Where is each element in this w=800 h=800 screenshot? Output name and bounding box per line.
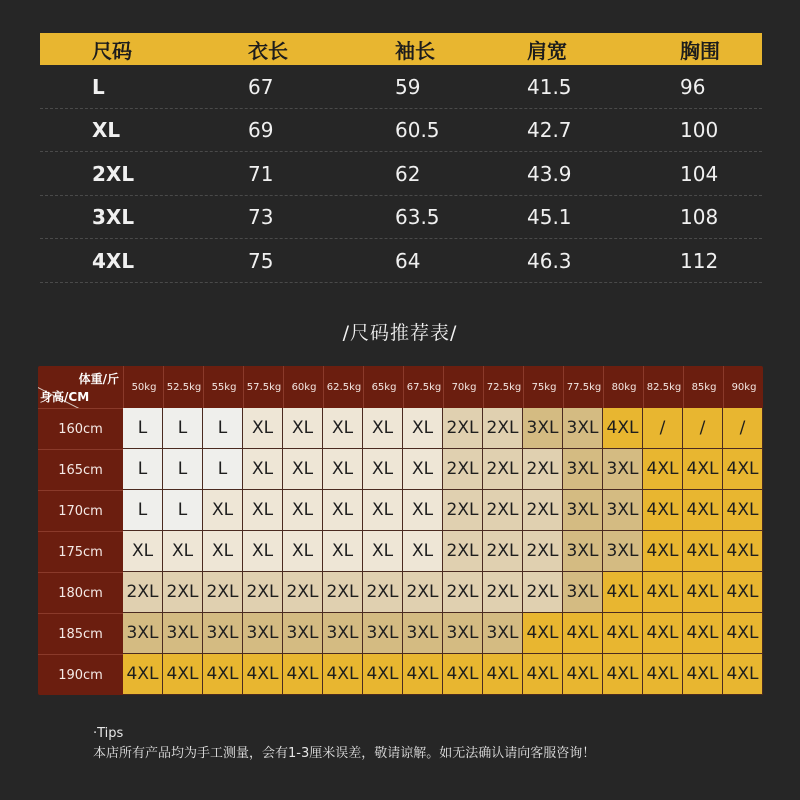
size-cell: 75 [248,248,274,273]
weight-header: 75kg [523,366,564,408]
size-recommend-cell: XL [283,531,323,572]
size-cell: 62 [395,161,421,186]
weight-header: 72.5kg [483,366,524,408]
size-recommend-cell: 4XL [163,654,203,695]
size-recommend-cell: 2XL [123,572,163,613]
size-cell: 96 [680,74,706,99]
size-recommend-cell: 4XL [643,490,683,531]
size-recommend-cell: 2XL [523,449,563,490]
size-recommend-cell: 3XL [483,613,523,654]
size-recommend-cell: XL [323,449,363,490]
size-recommend-cell: 2XL [483,572,523,613]
size-recommend-cell: 3XL [563,449,603,490]
size-recommend-cell: 3XL [563,531,603,572]
size-cell: 3XL [92,205,135,230]
size-recommend-cell: XL [163,531,203,572]
tips [93,724,595,764]
size-recommend-cell: 4XL [243,654,283,695]
size-cell: 59 [395,74,421,99]
size-recommend-cell: 2XL [443,490,483,531]
size-recommend-cell: L [123,490,163,531]
row-divider [40,282,762,283]
size-recommend-cell: 3XL [563,490,603,531]
size-recommend-cell: 2XL [243,572,283,613]
size-recommend-cell: 4XL [643,613,683,654]
size-recommend-cell: 4XL [683,654,723,695]
weight-header: 80kg [603,366,644,408]
size-recommend-cell: 3XL [443,613,483,654]
size-cell: 100 [680,118,719,143]
size-recommend-cell: XL [403,490,443,531]
header-sleeve: 袖长 [395,38,435,63]
size-recommend-cell: 3XL [403,613,443,654]
size-recommend-cell: 3XL [363,613,403,654]
size-table-header [40,33,762,65]
size-recommend-cell: L [203,408,243,449]
size-recommend-cell: XL [323,490,363,531]
size-recommend-cell: 3XL [603,531,643,572]
size-recommend-cell: XL [243,490,283,531]
size-table [40,33,762,283]
height-header: 160cm [38,408,123,450]
size-recommend-cell: 3XL [123,613,163,654]
size-recommend-cell: 2XL [483,449,523,490]
size-recommend-cell: 3XL [283,613,323,654]
size-cell: 64 [395,248,421,273]
size-recommend-cell: 4XL [523,613,563,654]
size-recommend-cell: 4XL [683,490,723,531]
size-recommend-grid [38,366,763,695]
size-recommend-cell: 3XL [163,613,203,654]
size-recommend-cell: 2XL [483,408,523,449]
size-recommend-cell: 2XL [443,449,483,490]
size-row [40,65,762,109]
size-recommend-cell: 4XL [643,654,683,695]
size-recommend-cell: L [163,449,203,490]
size-recommend-cell: XL [243,408,283,449]
size-recommend-cell: 4XL [723,531,763,572]
size-recommend-cell: 2XL [483,531,523,572]
size-recommend-cell: L [203,449,243,490]
size-recommend-cell: L [123,408,163,449]
size-recommend-cell: 4XL [603,408,643,449]
size-recommend-cell: 4XL [603,654,643,695]
weight-header: 50kg [123,366,164,408]
size-recommend-cell: 4XL [643,531,683,572]
size-cell: 71 [248,161,274,186]
size-recommend-cell: 4XL [323,654,363,695]
size-cell: 108 [680,205,719,230]
size-recommend-cell: 2XL [523,490,563,531]
size-recommend-cell: 4XL [603,572,643,613]
size-table-body [40,65,762,283]
size-recommend-cell: 4XL [483,654,523,695]
size-recommend-cell: XL [243,449,283,490]
size-cell: 42.7 [527,118,572,143]
height-header: 175cm [38,531,123,573]
size-recommend-cell: XL [203,531,243,572]
size-cell: 69 [248,118,274,143]
size-recommend-cell: 4XL [683,613,723,654]
size-row [40,239,762,283]
size-recommend-cell: 4XL [363,654,403,695]
size-recommend-cell: L [163,408,203,449]
header-chest: 胸围 [680,38,720,63]
size-recommend-cell: 4XL [403,654,443,695]
size-recommend-cell: XL [283,490,323,531]
recommend-title: /尺码推荐表/ [342,322,458,344]
tips-text: 本店所有产品均为手工测量，会有1-3厘米误差，敬请谅解。如无法确认请向客服咨询！ [93,746,596,761]
size-recommend-cell: XL [363,490,403,531]
size-cell: 104 [680,161,719,186]
size-recommend-cell: 3XL [603,449,643,490]
corner-weight-label: 体重/斤 [78,372,119,386]
size-recommend-cell: XL [243,531,283,572]
size-recommend-cell: 4XL [563,654,603,695]
size-cell: 4XL [92,248,135,273]
size-cell: L [92,74,105,99]
weight-header: 55kg [203,366,244,408]
size-recommend-cell: 3XL [563,408,603,449]
weight-header: 85kg [683,366,724,408]
size-recommend-cell: 4XL [563,613,603,654]
size-cell: 46.3 [527,248,572,273]
weight-header: 90kg [723,366,764,408]
header-length: 衣长 [248,38,288,63]
weight-header: 67.5kg [403,366,444,408]
size-recommend-cell: 4XL [683,531,723,572]
weight-header: 70kg [443,366,484,408]
size-recommend-cell: 3XL [323,613,363,654]
size-recommend-cell: XL [403,449,443,490]
size-recommend-cell: 4XL [523,654,563,695]
size-recommend-cell: XL [123,531,163,572]
size-recommend-cell: 4XL [683,572,723,613]
size-cell: 60.5 [395,118,440,143]
height-header: 170cm [38,490,123,532]
size-recommend-cell: / [643,408,683,449]
size-cell: 73 [248,205,274,230]
tips-label: ·Tips [93,726,124,741]
size-recommend-cell: 4XL [643,572,683,613]
size-recommend-cell: XL [363,408,403,449]
size-recommend-cell: 2XL [283,572,323,613]
size-row [40,196,762,240]
size-recommend-cell: 4XL [203,654,243,695]
size-cell: 112 [680,248,719,273]
size-recommend-cell: 2XL [323,572,363,613]
size-recommend-cell: 4XL [443,654,483,695]
size-recommend-cell: XL [203,490,243,531]
size-recommend-cell: 2XL [163,572,203,613]
size-cell: 2XL [92,161,135,186]
size-recommend-cell: 4XL [643,449,683,490]
size-cell: 67 [248,74,274,99]
size-recommend-cell: 3XL [563,572,603,613]
size-recommend-cell: 4XL [603,613,643,654]
size-recommend-cell: 3XL [243,613,283,654]
corner-height-label: 身高/CM [40,390,90,404]
size-recommend-cell: 2XL [443,531,483,572]
size-recommend-cell: 4XL [723,449,763,490]
size-cell: 63.5 [395,205,440,230]
size-recommend-cell: 2XL [523,572,563,613]
size-recommend-cell: 2XL [203,572,243,613]
size-row [40,109,762,153]
grid-corner [38,366,123,408]
size-cell: 45.1 [527,205,572,230]
size-recommend-cell: XL [283,449,323,490]
size-cell: 43.9 [527,161,572,186]
size-row [40,152,762,196]
size-recommend-cell: XL [403,531,443,572]
height-header: 180cm [38,572,123,614]
height-header: 190cm [38,654,123,696]
size-recommend-cell: 2XL [443,572,483,613]
size-recommend-cell: L [163,490,203,531]
size-recommend-cell: 3XL [523,408,563,449]
size-recommend-cell: XL [403,408,443,449]
size-recommend-cell: 4XL [723,613,763,654]
size-recommend-cell: 2XL [363,572,403,613]
size-recommend-cell: / [683,408,723,449]
weight-header: 60kg [283,366,324,408]
size-recommend-cell: 2XL [403,572,443,613]
size-recommend-cell: 4XL [723,654,763,695]
size-recommend-cell: L [123,449,163,490]
size-recommend-cell: 4XL [723,572,763,613]
size-recommend-cell: 4XL [283,654,323,695]
size-recommend-cell: 3XL [203,613,243,654]
size-recommend-cell: 3XL [603,490,643,531]
size-recommend-cell: 4XL [683,449,723,490]
weight-header: 65kg [363,366,404,408]
weight-header: 62.5kg [323,366,364,408]
size-recommend-cell: / [723,408,763,449]
size-recommend-cell: XL [363,531,403,572]
weight-header: 82.5kg [643,366,684,408]
size-recommend-cell: 2XL [523,531,563,572]
weight-header: 57.5kg [243,366,284,408]
size-recommend-cell: XL [323,408,363,449]
header-shoulder: 肩宽 [527,38,567,63]
size-recommend-cell: 2XL [443,408,483,449]
size-recommend-cell: XL [363,449,403,490]
height-header: 185cm [38,613,123,655]
size-cell: 41.5 [527,74,572,99]
size-recommend-cell: XL [283,408,323,449]
size-recommend-cell: 2XL [483,490,523,531]
size-recommend-cell: XL [323,531,363,572]
weight-header: 77.5kg [563,366,604,408]
header-size: 尺码 [92,38,132,63]
size-cell: XL [92,118,121,143]
weight-header: 52.5kg [163,366,204,408]
size-recommend-cell: 4XL [123,654,163,695]
size-recommend-cell: 4XL [723,490,763,531]
height-header: 165cm [38,449,123,491]
